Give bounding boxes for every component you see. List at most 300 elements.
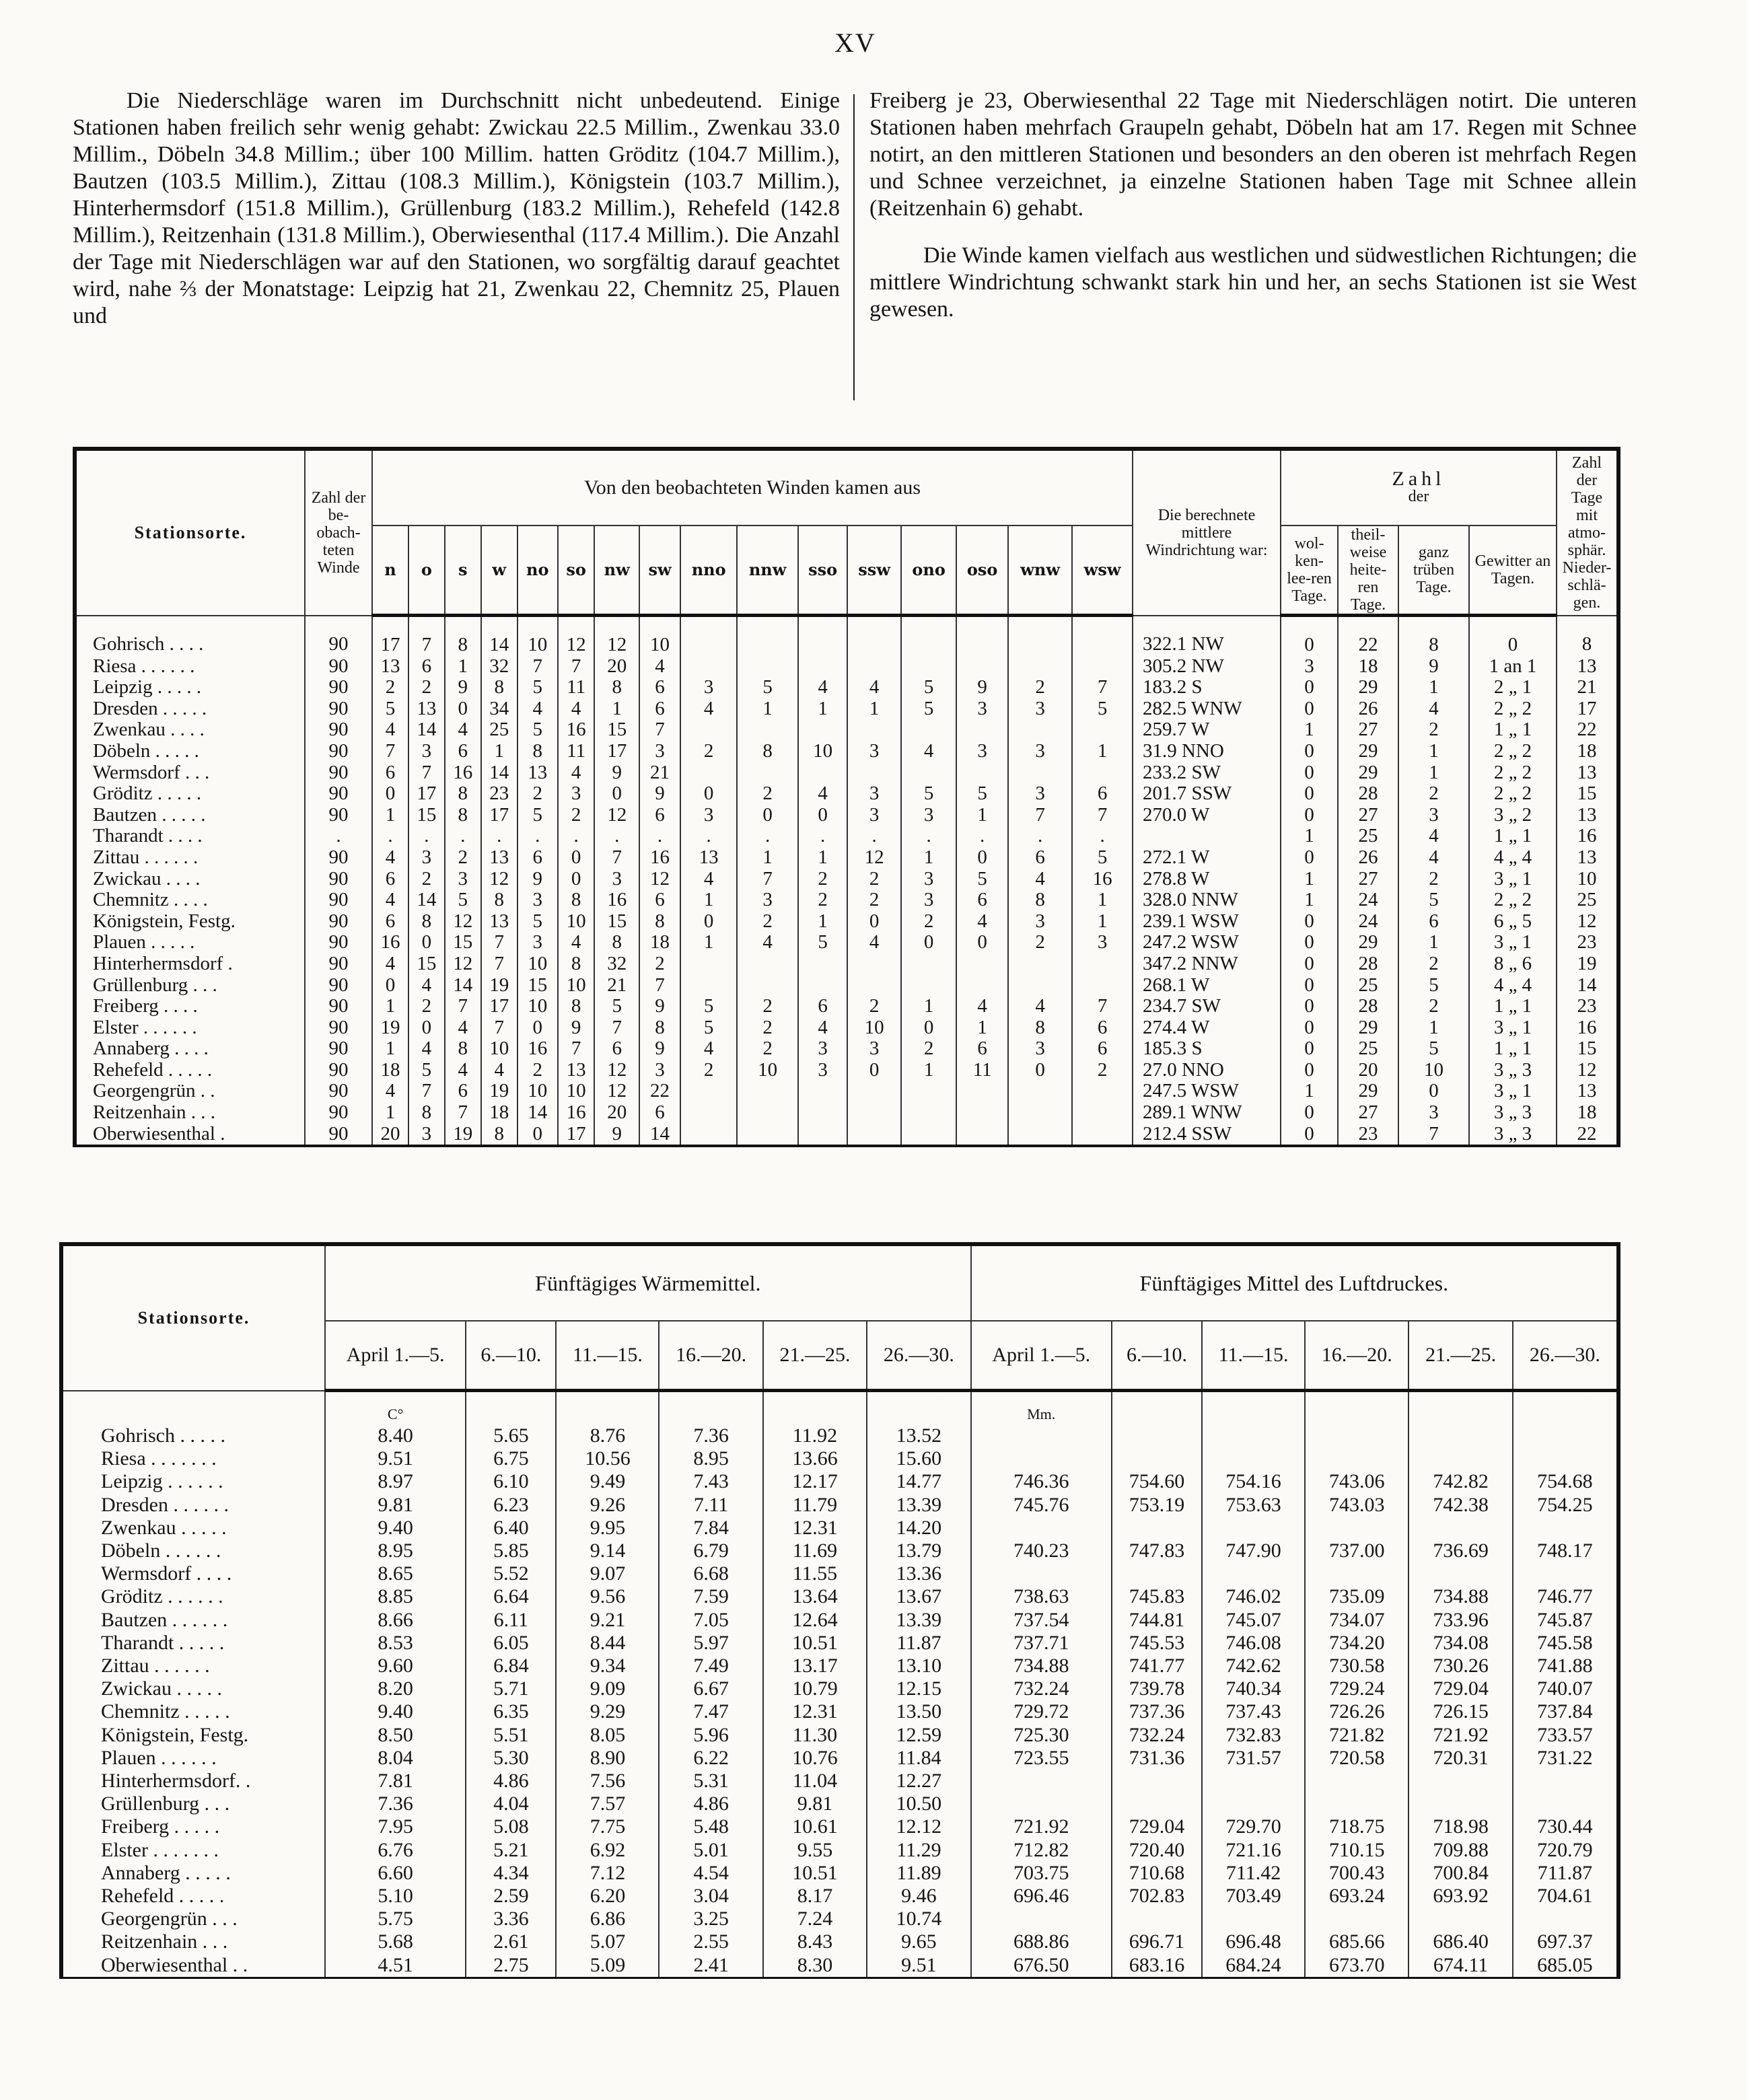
- table-cell: 90: [305, 1124, 372, 1147]
- table-cell: 9: [1398, 656, 1469, 678]
- table-cell: 718.98: [1409, 1815, 1512, 1838]
- table-cell: 1: [798, 847, 847, 869]
- table-cell: 2: [1008, 677, 1072, 698]
- table-cell: 19: [372, 1017, 408, 1039]
- station-name: Chemnitz . . . .: [75, 890, 305, 911]
- table-cell: 16: [1557, 1017, 1618, 1039]
- table-cell: [1008, 975, 1072, 997]
- table-cell: 723.55: [971, 1747, 1112, 1770]
- table-cell: 25: [1338, 975, 1398, 997]
- table-cell: [1202, 1770, 1305, 1793]
- table-cell: 738.63: [971, 1585, 1112, 1608]
- table-cell: 4: [680, 698, 737, 720]
- table-row: [61, 1908, 1618, 1930]
- table-cell: 1: [1281, 826, 1338, 847]
- unit-celsius: C°: [325, 1391, 466, 1425]
- table-cell: 3 „ 3: [1469, 1060, 1557, 1081]
- table-cell: 7.95: [325, 1815, 466, 1838]
- table-cell: 10.51: [763, 1862, 867, 1885]
- table-cell: 5: [518, 719, 558, 741]
- table-cell: 8: [639, 1017, 680, 1039]
- table-cell: 28: [1338, 953, 1398, 975]
- table-cell: 7.11: [659, 1494, 762, 1517]
- table-cell: [1409, 1447, 1512, 1470]
- table-cell: 6.64: [466, 1585, 556, 1608]
- table-cell: 3: [1008, 698, 1072, 720]
- table-cell: 13.66: [763, 1447, 867, 1470]
- table-cell: [1008, 616, 1072, 656]
- table-cell: 5: [1398, 890, 1469, 911]
- table-cell: 29: [1338, 1081, 1398, 1102]
- table-cell: .: [305, 826, 372, 847]
- table-cell: 12: [594, 616, 639, 656]
- table-cell: 6.05: [466, 1632, 556, 1655]
- table-cell: 4: [558, 762, 595, 784]
- table-cell: .: [737, 826, 798, 847]
- table-cell: 9: [594, 1124, 639, 1147]
- station-name: Rehefeld . . . . .: [61, 1885, 325, 1908]
- table-cell: 3: [901, 890, 956, 911]
- station-name: Georgengrün . . .: [61, 1908, 325, 1930]
- header-luftdruck: Fünftägiges Mittel des Luftdruckes.: [971, 1244, 1618, 1321]
- table-cell: .: [445, 826, 481, 847]
- table-cell: 6: [1072, 1017, 1133, 1039]
- table-cell: 742.38: [1409, 1494, 1512, 1517]
- table-cell: 282.5 WNW: [1133, 698, 1281, 720]
- table-cell: 4: [518, 698, 558, 720]
- table-cell: 2: [1398, 869, 1469, 890]
- table-cell: 0: [1281, 996, 1338, 1017]
- table-cell: 13: [1557, 656, 1618, 678]
- table-cell: 34: [481, 698, 518, 720]
- station-name: Annaberg . . . .: [75, 1038, 305, 1060]
- table-cell: 754.16: [1202, 1470, 1305, 1493]
- table-cell: [1008, 1124, 1072, 1147]
- table-cell: 3: [847, 805, 901, 826]
- header-t-period-3: 11.—15.: [556, 1321, 659, 1391]
- table-cell: .: [1072, 826, 1133, 847]
- table-cell: 0: [901, 932, 956, 953]
- table-cell: 2: [518, 783, 558, 805]
- table-cell: 10: [518, 616, 558, 656]
- table-cell: [956, 616, 1008, 656]
- table-cell: 14.77: [867, 1470, 970, 1493]
- column-divider: [853, 94, 855, 400]
- table-cell: 0: [1281, 1060, 1338, 1081]
- table-cell: 4: [847, 932, 901, 953]
- table-cell: 720.40: [1112, 1839, 1202, 1862]
- table-cell: 0: [1398, 1081, 1469, 1102]
- table-cell: 247.5 WSW: [1133, 1081, 1281, 1102]
- table-cell: [971, 1447, 1112, 1470]
- table-cell: 9: [558, 1017, 595, 1039]
- station-name: Gröditz . . . . .: [75, 783, 305, 805]
- table-cell: 7: [1398, 1124, 1469, 1147]
- table-cell: [901, 719, 956, 741]
- table-cell: 3: [1398, 805, 1469, 826]
- table-cell: 746.02: [1202, 1585, 1305, 1608]
- table-cell: 9.60: [325, 1655, 466, 1677]
- table-row: [75, 616, 1618, 656]
- table-cell: [971, 1908, 1112, 1930]
- table-cell: 10: [518, 1081, 558, 1102]
- table-cell: 3: [408, 741, 445, 762]
- table-cell: 18: [1557, 741, 1618, 762]
- table-cell: [956, 1124, 1008, 1147]
- table-cell: 5: [372, 698, 408, 720]
- table-cell: 90: [305, 805, 372, 826]
- table-cell: 10.74: [867, 1908, 970, 1930]
- table-cell: 10: [1398, 1060, 1469, 1081]
- table-cell: 6.11: [466, 1609, 556, 1632]
- table-cell: 3: [639, 1060, 680, 1081]
- table-cell: 4: [372, 890, 408, 911]
- table-cell: [971, 1793, 1112, 1815]
- table-cell: 16: [558, 719, 595, 741]
- station-name: Gröditz . . . . . .: [61, 1585, 325, 1608]
- table-cell: 7: [558, 1038, 595, 1060]
- table-cell: [1202, 1447, 1305, 1470]
- table-cell: 3: [847, 1038, 901, 1060]
- table-cell: [1072, 1124, 1133, 1147]
- table-cell: 32: [481, 656, 518, 678]
- table-cell: 9.29: [556, 1700, 659, 1723]
- table-cell: [680, 1124, 737, 1147]
- table-row: [61, 1815, 1618, 1838]
- table-row: [61, 1747, 1618, 1770]
- table-cell: 6: [639, 805, 680, 826]
- table-row: [75, 826, 1618, 847]
- table-cell: 90: [305, 677, 372, 698]
- table-cell: 6: [445, 1081, 481, 1102]
- table-cell: 7: [408, 1081, 445, 1102]
- table-cell: 25: [1557, 890, 1618, 911]
- header-dir-ssw: ssw: [847, 526, 901, 616]
- table-cell: [680, 1081, 737, 1102]
- station-name: Wermsdorf . . .: [75, 762, 305, 784]
- table-cell: 15: [408, 953, 445, 975]
- table-cell: 13.10: [867, 1655, 970, 1677]
- table-row: [75, 762, 1618, 784]
- table-cell: 729.04: [1112, 1815, 1202, 1838]
- table-cell: 8: [558, 890, 595, 911]
- header-dir-no: no: [518, 526, 558, 616]
- table-cell: 3: [1008, 741, 1072, 762]
- table-cell: [798, 1081, 847, 1102]
- header-stationsorte-2: Stationsorte.: [61, 1244, 325, 1391]
- table-cell: 10: [558, 975, 595, 997]
- table-cell: 13.50: [867, 1700, 970, 1723]
- table-cell: 704.61: [1513, 1885, 1618, 1908]
- table-cell: 753.19: [1112, 1494, 1202, 1517]
- table-cell: 0: [1008, 1060, 1072, 1081]
- table-cell: 3: [1398, 1102, 1469, 1124]
- table-cell: 10.51: [763, 1632, 867, 1655]
- table-cell: 721.82: [1305, 1724, 1409, 1747]
- table-cell: 754.25: [1513, 1494, 1618, 1517]
- table-cell: 730.26: [1409, 1655, 1512, 1677]
- table-cell: 754.60: [1112, 1470, 1202, 1493]
- table-cell: 27.0 NNO: [1133, 1060, 1281, 1081]
- table-cell: 1 „ 1: [1469, 1038, 1557, 1060]
- table-cell: 746.08: [1202, 1632, 1305, 1655]
- table-cell: 10: [518, 996, 558, 1017]
- table-cell: 3: [680, 677, 737, 698]
- table-cell: 90: [305, 1102, 372, 1124]
- table-cell: 0: [956, 932, 1008, 953]
- table-cell: 4.86: [466, 1770, 556, 1793]
- table-cell: [680, 656, 737, 678]
- table-cell: [1513, 1517, 1618, 1540]
- table-cell: 4: [1398, 826, 1469, 847]
- table-cell: 737.54: [971, 1609, 1112, 1632]
- table-cell: 6: [639, 698, 680, 720]
- table-cell: 12: [1557, 1060, 1618, 1081]
- table-cell: 4: [445, 1017, 481, 1039]
- table-cell: 748.17: [1513, 1540, 1618, 1562]
- table-cell: 7: [481, 932, 518, 953]
- table-cell: 90: [305, 783, 372, 805]
- table-cell: [1305, 1424, 1409, 1447]
- table-row: [75, 847, 1618, 869]
- table-cell: 688.86: [971, 1930, 1112, 1953]
- table-cell: [1409, 1562, 1512, 1585]
- table-cell: [1112, 1424, 1202, 1447]
- table-cell: 2.41: [659, 1954, 762, 1978]
- table-cell: 272.1 W: [1133, 847, 1281, 869]
- table-cell: 4: [798, 677, 847, 698]
- table-cell: 2.75: [466, 1954, 556, 1978]
- table-cell: 10: [558, 911, 595, 933]
- table-cell: 6.35: [466, 1700, 556, 1723]
- table-cell: [798, 719, 847, 741]
- table-cell: 3 „ 1: [1469, 1017, 1557, 1039]
- table-cell: 2: [798, 890, 847, 911]
- table-cell: 8.40: [325, 1424, 466, 1447]
- table-cell: 0: [1281, 805, 1338, 826]
- table-cell: 5.51: [466, 1724, 556, 1747]
- table-row: [61, 1585, 1618, 1608]
- table-cell: [901, 1081, 956, 1102]
- table-cell: 201.7 SSW: [1133, 783, 1281, 805]
- table-cell: [1202, 1562, 1305, 1585]
- table-cell: [798, 656, 847, 678]
- table-cell: 9.81: [763, 1793, 867, 1815]
- table-cell: 14.20: [867, 1517, 970, 1540]
- table-cell: 4: [408, 1038, 445, 1060]
- station-name: Riesa . . . . . .: [75, 656, 305, 678]
- table-cell: 11.92: [763, 1424, 867, 1447]
- table-cell: [847, 1081, 901, 1102]
- table-cell: 8.53: [325, 1632, 466, 1655]
- table-cell: [1305, 1562, 1409, 1585]
- table-cell: 8: [639, 911, 680, 933]
- table-cell: 9.65: [867, 1930, 970, 1953]
- table-cell: 7: [594, 847, 639, 869]
- table-cell: 3: [1281, 656, 1338, 678]
- table-cell: 13: [518, 762, 558, 784]
- table-cell: 5: [518, 911, 558, 933]
- table-cell: 10.79: [763, 1677, 867, 1700]
- table-cell: 14: [1557, 975, 1618, 997]
- table-cell: 322.1 NW: [1133, 616, 1281, 656]
- station-name: Gohrisch . . . . .: [61, 1424, 325, 1447]
- table-cell: 90: [305, 1060, 372, 1081]
- table-cell: [680, 719, 737, 741]
- table-cell: 8.85: [325, 1585, 466, 1608]
- table-cell: 7: [737, 869, 798, 890]
- table-cell: 6: [408, 656, 445, 678]
- table-cell: 2: [737, 1038, 798, 1060]
- station-name: Königstein, Festg.: [61, 1724, 325, 1747]
- table-cell: 745.76: [971, 1494, 1112, 1517]
- table-row: [61, 1862, 1618, 1885]
- table-cell: 14: [481, 762, 518, 784]
- table-row: [75, 932, 1618, 953]
- table-cell: 15: [1557, 1038, 1618, 1060]
- table-cell: 737.00: [1305, 1540, 1409, 1562]
- table-cell: [1112, 1908, 1202, 1930]
- table-cell: 9: [639, 1038, 680, 1060]
- table-cell: 3: [408, 847, 445, 869]
- table-cell: [1513, 1447, 1618, 1470]
- table-cell: 6.23: [466, 1494, 556, 1517]
- table-cell: 1: [1072, 741, 1133, 762]
- table-cell: 745.58: [1513, 1632, 1618, 1655]
- table-cell: 347.2 NNW: [1133, 953, 1281, 975]
- table-row: [61, 1770, 1618, 1793]
- table-cell: 18: [372, 1060, 408, 1081]
- table-cell: .: [680, 826, 737, 847]
- table-cell: 1: [372, 1038, 408, 1060]
- table-cell: 5.96: [659, 1724, 762, 1747]
- table-cell: [956, 975, 1008, 997]
- table-cell: 8: [481, 890, 518, 911]
- table-cell: 746.77: [1513, 1585, 1618, 1608]
- table-cell: 9.21: [556, 1609, 659, 1632]
- table-cell: 13: [1557, 847, 1618, 869]
- station-name: Riesa . . . . . . .: [61, 1447, 325, 1470]
- table-row: [61, 1517, 1618, 1540]
- table-cell: 8: [408, 1102, 445, 1124]
- station-name: Plauen . . . . . .: [61, 1747, 325, 1770]
- table-cell: [1072, 656, 1133, 678]
- table-cell: 5.85: [466, 1540, 556, 1562]
- table-cell: 3 „ 1: [1469, 932, 1557, 953]
- station-name: Freiberg . . . .: [75, 996, 305, 1017]
- table-row: [75, 911, 1618, 933]
- table-cell: 7: [639, 975, 680, 997]
- table-cell: 26: [1338, 847, 1398, 869]
- header-dir-sso: sso: [798, 526, 847, 616]
- table-cell: 10: [737, 1060, 798, 1081]
- table-cell: 259.7 W: [1133, 719, 1281, 741]
- table-cell: 2: [1398, 996, 1469, 1017]
- table-cell: 1: [901, 996, 956, 1017]
- table-cell: 0: [901, 1017, 956, 1039]
- table-cell: 13: [481, 911, 518, 933]
- station-name: Dresden . . . . .: [75, 698, 305, 720]
- table-cell: 28: [1338, 996, 1398, 1017]
- table-row: [75, 996, 1618, 1017]
- table-cell: 6: [1072, 783, 1133, 805]
- table-cell: .: [1008, 826, 1072, 847]
- table-cell: 9: [639, 783, 680, 805]
- table-cell: 8: [1008, 890, 1072, 911]
- station-name: Elster . . . . . .: [75, 1017, 305, 1039]
- table-cell: 25: [1338, 1038, 1398, 1060]
- table-cell: 12: [481, 869, 518, 890]
- table-cell: 2 „ 2: [1469, 698, 1557, 720]
- table-cell: 3: [594, 869, 639, 890]
- table-cell: [798, 953, 847, 975]
- table-cell: 8.97: [325, 1470, 466, 1493]
- table-cell: 9.09: [556, 1677, 659, 1700]
- header-p-period-1: April 1.—5.: [971, 1321, 1112, 1391]
- table-cell: [901, 1102, 956, 1124]
- table-cell: 0: [1281, 975, 1338, 997]
- table-cell: 90: [305, 847, 372, 869]
- table-cell: 13.67: [867, 1585, 970, 1608]
- table-cell: 7.59: [659, 1585, 762, 1608]
- table-cell: 4: [372, 847, 408, 869]
- table-cell: 7.56: [556, 1770, 659, 1793]
- table-cell: 5: [956, 783, 1008, 805]
- table-cell: 11.87: [867, 1632, 970, 1655]
- table-row: [75, 953, 1618, 975]
- table-cell: 24: [1338, 890, 1398, 911]
- table-cell: 29: [1338, 677, 1398, 698]
- table-cell: 12: [594, 1081, 639, 1102]
- table-cell: 2: [445, 847, 481, 869]
- table-cell: 9.26: [556, 1494, 659, 1517]
- table-cell: 10: [847, 1017, 901, 1039]
- table-cell: 27: [1338, 719, 1398, 741]
- table-cell: 6.20: [556, 1885, 659, 1908]
- table-cell: 3 „ 1: [1469, 1081, 1557, 1102]
- table-cell: 9: [956, 677, 1008, 698]
- station-name: Zwickau . . . . .: [61, 1677, 325, 1700]
- table-cell: 2: [680, 741, 737, 762]
- station-name: Bautzen . . . . .: [75, 805, 305, 826]
- table-cell: 27: [1338, 1102, 1398, 1124]
- table-cell: [901, 762, 956, 784]
- table-cell: 90: [305, 911, 372, 933]
- table-cell: 703.75: [971, 1862, 1112, 1885]
- table-cell: [956, 953, 1008, 975]
- table-cell: 4: [1398, 698, 1469, 720]
- table-cell: [956, 1102, 1008, 1124]
- table-cell: 718.75: [1305, 1815, 1409, 1838]
- table-cell: 2: [408, 996, 445, 1017]
- table-cell: [956, 762, 1008, 784]
- table-cell: 13: [372, 656, 408, 678]
- table-cell: 710.15: [1305, 1839, 1409, 1862]
- table-cell: 4: [372, 719, 408, 741]
- table-cell: 17: [408, 783, 445, 805]
- table-cell: 8.65: [325, 1562, 466, 1585]
- table-cell: 3: [639, 741, 680, 762]
- table-cell: 734.88: [1409, 1585, 1512, 1608]
- table-cell: 7.49: [659, 1655, 762, 1677]
- table-cell: 10: [481, 1038, 518, 1060]
- table-cell: 2: [798, 869, 847, 890]
- table-cell: [1202, 1793, 1305, 1815]
- table-cell: 8: [518, 741, 558, 762]
- table-cell: 676.50: [971, 1954, 1112, 1978]
- table-cell: 720.31: [1409, 1747, 1512, 1770]
- station-name: Oberwiesenthal .: [75, 1124, 305, 1147]
